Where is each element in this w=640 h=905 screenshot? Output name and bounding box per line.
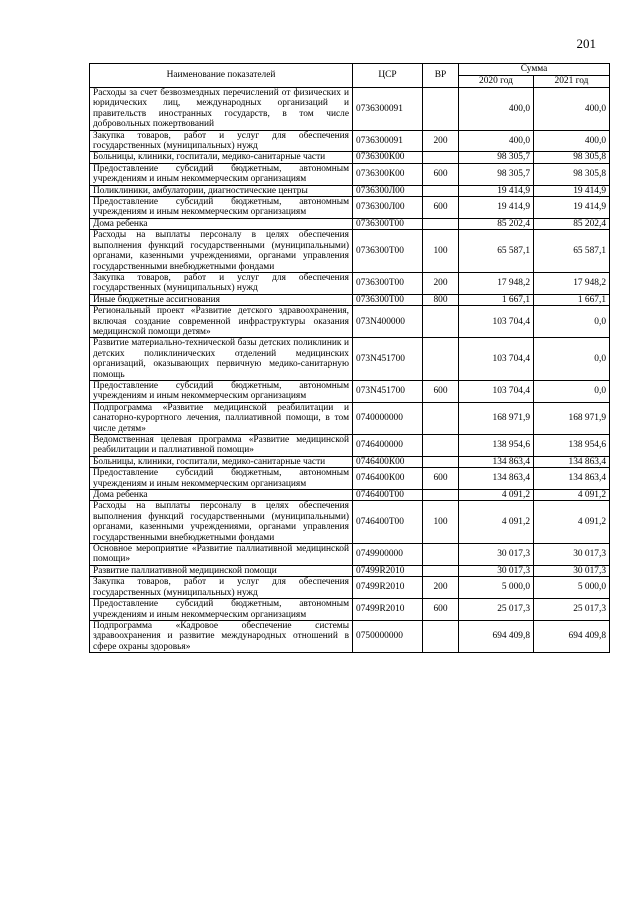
row-value-2021: 134 863,4: [534, 468, 610, 490]
row-value-2021: 19 414,9: [534, 185, 610, 196]
row-csr: 07499R2010: [353, 599, 423, 621]
row-csr: 0736300091: [353, 130, 423, 152]
table-row: [90, 402, 610, 434]
row-value-2020: 4 091,2: [459, 490, 534, 501]
row-vr: [423, 620, 459, 652]
row-vr: [423, 490, 459, 501]
table-row: [90, 218, 610, 229]
row-value-2021: 4 091,2: [534, 490, 610, 501]
row-csr: 073N451700: [353, 338, 423, 381]
row-vr: [423, 544, 459, 566]
header-year-2020: 2020 год: [459, 76, 534, 88]
row-name: Региональный проект «Развитие детского здравоохранения, включая создание современной инфраструктуры оказания медицинской помощи детям»: [90, 306, 353, 338]
row-value-2020: 400,0: [459, 88, 534, 131]
row-name: Расходы на выплаты персоналу в целях обеспечения выполнения функций государственными (муниципальными) органами, казенными учреждениями, органами управления государственными внебюджетными фондами: [90, 230, 353, 273]
row-name: Больницы, клиники, госпитали, медико-санитарные части: [90, 456, 353, 467]
row-csr: 0736300К00: [353, 152, 423, 163]
row-name: Подпрограмма «Развитие медицинской реабилитации и санаторно-курортного лечения, паллиативной помощи, в том числе детям»: [90, 402, 353, 434]
row-value-2020: 103 704,4: [459, 306, 534, 338]
row-value-2021: 85 202,4: [534, 218, 610, 229]
row-value-2020: 65 587,1: [459, 230, 534, 273]
row-value-2021: 65 587,1: [534, 230, 610, 273]
table-row: [90, 380, 610, 402]
table-body: [90, 88, 610, 653]
row-csr: 0746400000: [353, 435, 423, 457]
table-row: [90, 272, 610, 294]
table-row: [90, 130, 610, 152]
row-value-2020: 168 971,9: [459, 402, 534, 434]
row-value-2021: 19 414,9: [534, 197, 610, 219]
row-csr: 0749900000: [353, 544, 423, 566]
row-value-2021: 0,0: [534, 380, 610, 402]
row-name: Предоставление субсидий бюджетным, автономным учреждениям и иным некоммерческим организациям: [90, 468, 353, 490]
row-value-2020: 30 017,3: [459, 565, 534, 576]
row-name: Основное мероприятие «Развитие паллиативной медицинской помощи»: [90, 544, 353, 566]
row-csr: 0746400Т00: [353, 490, 423, 501]
row-csr: 0740000000: [353, 402, 423, 434]
row-value-2020: 103 704,4: [459, 380, 534, 402]
row-value-2020: 4 091,2: [459, 501, 534, 544]
page-number: 201: [576, 36, 596, 51]
header-year-2021: 2021 год: [534, 76, 610, 88]
row-name: Расходы на выплаты персоналу в целях обеспечения выполнения функций государственными (муниципальными) органами, казенными учреждениями, органами управления государственными внебюджетными фондами: [90, 501, 353, 544]
row-value-2020: 19 414,9: [459, 197, 534, 219]
row-vr: [423, 565, 459, 576]
row-name: Закупка товаров, работ и услуг для обеспечения государственных (муниципальных) нужд: [90, 272, 353, 294]
row-value-2020: 19 414,9: [459, 185, 534, 196]
row-csr: 0736300Т00: [353, 218, 423, 229]
table-row: [90, 501, 610, 544]
table-row: [90, 197, 610, 219]
row-name: Предоставление субсидий бюджетным, автономным учреждениям и иным некоммерческим организациям: [90, 163, 353, 185]
row-name: Предоставление субсидий бюджетным, автономным учреждениям и иным некоммерческим организациям: [90, 380, 353, 402]
row-csr: 0750000000: [353, 620, 423, 652]
row-name: Иные бюджетные ассигнования: [90, 294, 353, 305]
row-name: Дома ребенка: [90, 218, 353, 229]
row-name: Поликлиники, амбулатории, диагностические центры: [90, 185, 353, 196]
table-row: [90, 468, 610, 490]
row-value-2021: 30 017,3: [534, 544, 610, 566]
row-name: Закупка товаров, работ и услуг для обеспечения государственных (муниципальных) нужд: [90, 577, 353, 599]
table-header: [90, 64, 610, 88]
row-name: Расходы за счет безвозмездных перечислений от физических и юридических лиц, международных организаций и правительств иностранных государств, в том числе добровольных пожертвований: [90, 88, 353, 131]
header-vr: ВР: [423, 64, 459, 88]
row-vr: [423, 402, 459, 434]
row-value-2021: 30 017,3: [534, 565, 610, 576]
row-value-2020: 98 305,7: [459, 163, 534, 185]
row-value-2021: 400,0: [534, 130, 610, 152]
table-row: [90, 185, 610, 196]
row-value-2020: 694 409,8: [459, 620, 534, 652]
row-csr: 07499R2010: [353, 577, 423, 599]
table-row: [90, 565, 610, 576]
row-value-2021: 0,0: [534, 338, 610, 381]
row-vr: 100: [423, 230, 459, 273]
row-csr: 0736300091: [353, 88, 423, 131]
row-value-2020: 17 948,2: [459, 272, 534, 294]
row-value-2020: 134 863,4: [459, 468, 534, 490]
table-row: [90, 306, 610, 338]
row-csr: 0736300Л00: [353, 197, 423, 219]
row-vr: 600: [423, 163, 459, 185]
row-vr: [423, 456, 459, 467]
row-value-2021: 4 091,2: [534, 501, 610, 544]
table-row: [90, 599, 610, 621]
row-vr: 600: [423, 599, 459, 621]
row-vr: [423, 185, 459, 196]
row-name: Ведомственная целевая программа «Развитие медицинской реабилитации и паллиативной помощи»: [90, 435, 353, 457]
header-csr: ЦСР: [353, 64, 423, 88]
row-vr: 100: [423, 501, 459, 544]
table-row: [90, 490, 610, 501]
row-value-2021: 168 971,9: [534, 402, 610, 434]
row-value-2021: 0,0: [534, 306, 610, 338]
row-vr: 200: [423, 130, 459, 152]
row-value-2021: 1 667,1: [534, 294, 610, 305]
row-value-2021: 5 000,0: [534, 577, 610, 599]
row-value-2021: 138 954,6: [534, 435, 610, 457]
row-csr: 0736300Л00: [353, 185, 423, 196]
row-value-2020: 138 954,6: [459, 435, 534, 457]
row-name: Развитие паллиативной медицинской помощи: [90, 565, 353, 576]
row-vr: 600: [423, 197, 459, 219]
row-value-2020: 30 017,3: [459, 544, 534, 566]
header-name: Наименование показателей: [90, 64, 353, 88]
row-name: Подпрограмма «Кадровое обеспечение системы здравоохранения и развитие международных отношений в сфере охраны здоровья»: [90, 620, 353, 652]
row-name: Дома ребенка: [90, 490, 353, 501]
row-vr: [423, 338, 459, 381]
row-value-2021: 694 409,8: [534, 620, 610, 652]
row-value-2020: 85 202,4: [459, 218, 534, 229]
row-vr: 200: [423, 577, 459, 599]
row-csr: 0736300Т00: [353, 272, 423, 294]
row-name: Развитие материально-технической базы детских поликлиник и детских поликлинических отделений медицинских организаций, оказывающих первичную медико-санитарную помощь: [90, 338, 353, 381]
row-vr: [423, 435, 459, 457]
row-vr: [423, 88, 459, 131]
table-row: [90, 435, 610, 457]
table-row: [90, 230, 610, 273]
budget-table: [89, 63, 610, 653]
row-value-2020: 1 667,1: [459, 294, 534, 305]
table-row: [90, 163, 610, 185]
row-value-2020: 98 305,7: [459, 152, 534, 163]
row-csr: 0746400Т00: [353, 501, 423, 544]
row-name: Предоставление субсидий бюджетным, автономным учреждениям и иным некоммерческим организациям: [90, 599, 353, 621]
row-value-2021: 134 863,4: [534, 456, 610, 467]
row-vr: 600: [423, 468, 459, 490]
row-value-2021: 17 948,2: [534, 272, 610, 294]
row-csr: 073N451700: [353, 380, 423, 402]
row-csr: 0746400К00: [353, 468, 423, 490]
table-row: [90, 456, 610, 467]
row-vr: 200: [423, 272, 459, 294]
row-vr: [423, 152, 459, 163]
row-value-2020: 400,0: [459, 130, 534, 152]
row-value-2021: 400,0: [534, 88, 610, 131]
table-row: [90, 294, 610, 305]
row-csr: 0736300К00: [353, 163, 423, 185]
row-value-2020: 103 704,4: [459, 338, 534, 381]
row-name: Предоставление субсидий бюджетным, автономным учреждениям и иным некоммерческим организациям: [90, 197, 353, 219]
row-value-2020: 5 000,0: [459, 577, 534, 599]
table-row: [90, 338, 610, 381]
row-name: Закупка товаров, работ и услуг для обеспечения государственных (муниципальных) нужд: [90, 130, 353, 152]
row-csr: 0736300Т00: [353, 230, 423, 273]
row-value-2020: 25 017,3: [459, 599, 534, 621]
row-vr: 600: [423, 380, 459, 402]
row-value-2020: 134 863,4: [459, 456, 534, 467]
row-vr: [423, 218, 459, 229]
table-row: [90, 577, 610, 599]
table-row: [90, 88, 610, 131]
row-csr: 0736300Т00: [353, 294, 423, 305]
row-csr: 0746400К00: [353, 456, 423, 467]
row-name: Больницы, клиники, госпитали, медико-санитарные части: [90, 152, 353, 163]
row-vr: [423, 306, 459, 338]
row-value-2021: 98 305,8: [534, 163, 610, 185]
table-row: [90, 620, 610, 652]
table-row: [90, 152, 610, 163]
table-row: [90, 544, 610, 566]
header-sum: Сумма: [459, 64, 610, 76]
row-csr: 07499R2010: [353, 565, 423, 576]
row-vr: 800: [423, 294, 459, 305]
row-value-2021: 98 305,8: [534, 152, 610, 163]
row-csr: 073N400000: [353, 306, 423, 338]
row-value-2021: 25 017,3: [534, 599, 610, 621]
